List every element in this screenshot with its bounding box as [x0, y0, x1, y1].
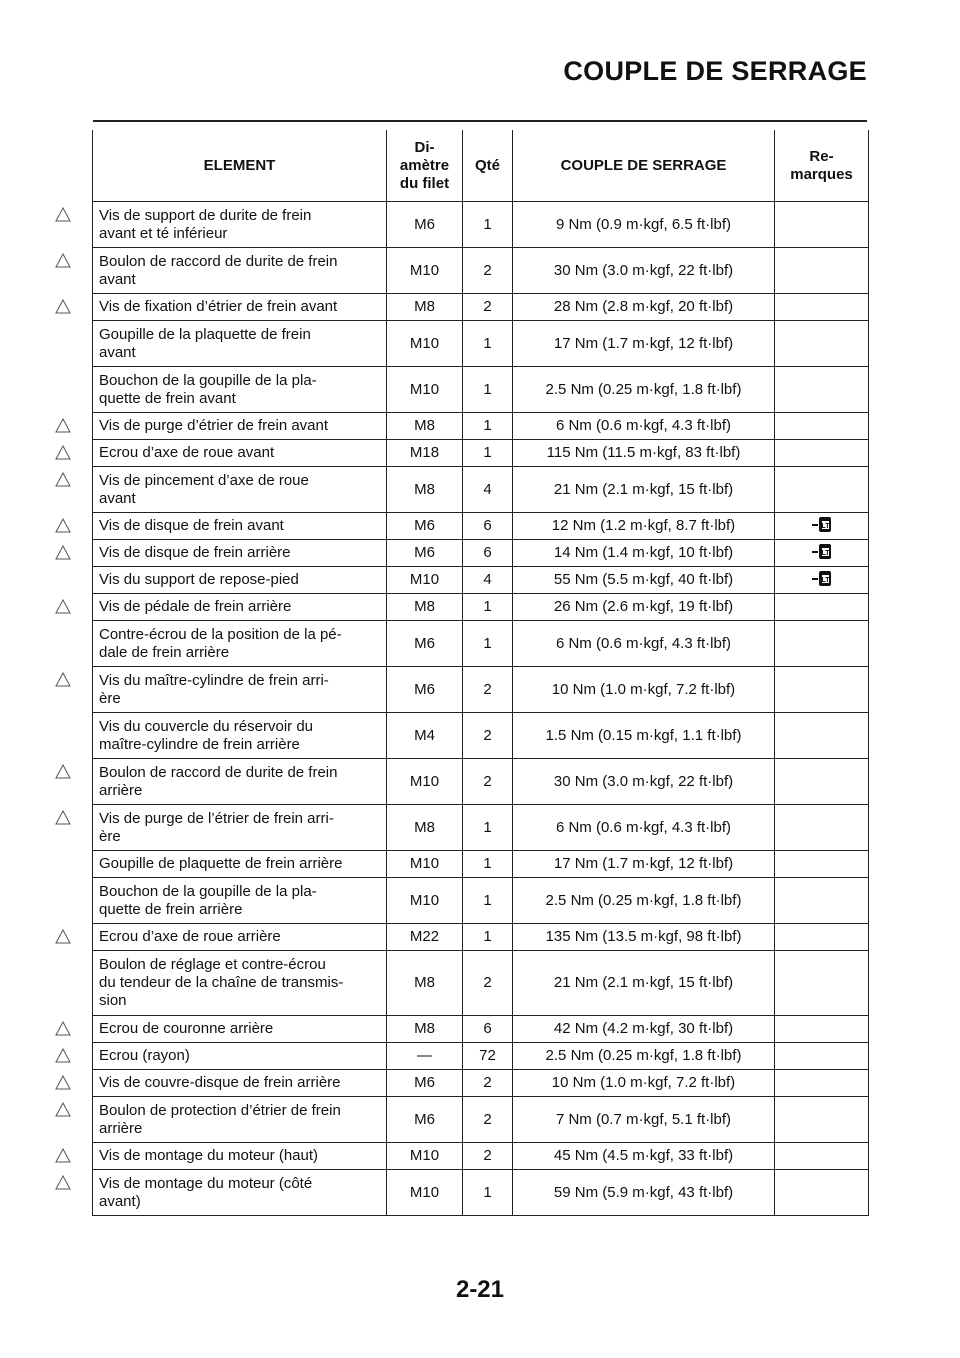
header-diameter-line: Di- — [414, 138, 435, 156]
table-row — [93, 713, 869, 759]
cell-remarks — [775, 294, 869, 321]
table-row — [93, 321, 869, 367]
cell-element — [93, 759, 387, 805]
cell-qty: 2 — [463, 1097, 513, 1143]
element-text-line: Vis du maître-cylindre de frein arri- — [99, 671, 329, 689]
cell-torque: 30 Nm (3.0 m·kgf, 22 ft·lbf) — [513, 248, 775, 294]
header-remarks — [775, 130, 869, 202]
element-text-line: Vis de disque de frein arrière — [99, 544, 291, 561]
locking-agent-icon — [811, 568, 833, 593]
cell-remarks — [775, 367, 869, 413]
cell-torque: 2.5 Nm (0.25 m·kgf, 1.8 ft·lbf) — [513, 878, 775, 924]
cell-element — [93, 1016, 387, 1043]
table-row — [93, 248, 869, 294]
cell-element — [93, 567, 387, 594]
cell-diameter: M8 — [387, 951, 463, 1016]
cell-torque: 26 Nm (2.6 m·kgf, 19 ft·lbf) — [513, 594, 775, 621]
cell-torque: 1.5 Nm (0.15 m·kgf, 1.1 ft·lbf) — [513, 713, 775, 759]
element-text-line: maître-cylindre de frein arrière — [99, 735, 300, 753]
table-row — [93, 1016, 869, 1043]
cell-remarks — [775, 1170, 869, 1216]
cell-qty: 1 — [463, 413, 513, 440]
cell-element — [93, 367, 387, 413]
cell-diameter: M8 — [387, 805, 463, 851]
cell-remarks — [775, 878, 869, 924]
element-text-line: Bouchon de la goupille de la pla- — [99, 882, 317, 900]
table-header-row — [93, 130, 869, 202]
element-text-line: dale de frein arrière — [99, 643, 230, 661]
cell-torque: 17 Nm (1.7 m·kgf, 12 ft·lbf) — [513, 851, 775, 878]
cell-qty: 4 — [463, 567, 513, 594]
cell-torque: 17 Nm (1.7 m·kgf, 12 ft·lbf) — [513, 321, 775, 367]
element-text-line: Vis de purge d’étrier de frein avant — [99, 417, 329, 434]
element-text-line: avant) — [99, 1192, 141, 1210]
cell-torque: 14 Nm (1.4 m·kgf, 10 ft·lbf) — [513, 540, 775, 567]
element-text-line: Contre-écrou de la position de la pé- — [99, 625, 342, 643]
element-text-line: Vis de fixation d’étrier de frein avant — [99, 298, 338, 315]
cell-torque: 30 Nm (3.0 m·kgf, 22 ft·lbf) — [513, 759, 775, 805]
svg-text:LT: LT — [820, 522, 830, 530]
table-row — [93, 1143, 869, 1170]
element-text-line: Ecrou (rayon) — [99, 1047, 190, 1064]
cell-qty: 4 — [463, 467, 513, 513]
table-row — [93, 924, 869, 951]
element-text-line: Ecrou de couronne arrière — [99, 1020, 274, 1037]
table-row — [93, 202, 869, 248]
cell-diameter: M8 — [387, 467, 463, 513]
cell-qty: 2 — [463, 1143, 513, 1170]
element-text-line: sion — [99, 992, 127, 1009]
element-text-line: Vis du support de repose-pied — [99, 571, 299, 588]
table-row — [93, 413, 869, 440]
cell-torque: 2.5 Nm (0.25 m·kgf, 1.8 ft·lbf) — [513, 367, 775, 413]
cell-diameter: M6 — [387, 540, 463, 567]
cell-diameter: M18 — [387, 440, 463, 467]
cell-remarks — [775, 467, 869, 513]
table-row — [93, 805, 869, 851]
cell-diameter: M10 — [387, 248, 463, 294]
cell-torque: 21 Nm (2.1 m·kgf, 15 ft·lbf) — [513, 951, 775, 1016]
locking-agent-icon — [811, 541, 833, 566]
cell-diameter: — — [387, 1043, 463, 1070]
cell-qty: 1 — [463, 202, 513, 248]
cell-diameter: M6 — [387, 513, 463, 540]
svg-text:LT: LT — [820, 576, 830, 584]
element-text-line: Vis de purge de l’étrier de frein arri- — [99, 809, 334, 827]
locking-agent-icon — [811, 514, 833, 539]
table-row — [93, 294, 869, 321]
element-text-line: Vis de pincement d’axe de roue — [99, 471, 309, 489]
cell-element — [93, 924, 387, 951]
element-text-line: Boulon de protection d’étrier de frein — [99, 1101, 341, 1119]
header-diameter-line: amètre — [399, 156, 450, 174]
cell-torque: 28 Nm (2.8 m·kgf, 20 ft·lbf) — [513, 294, 775, 321]
cell-remarks — [775, 851, 869, 878]
cell-qty: 2 — [463, 294, 513, 321]
cell-element — [93, 805, 387, 851]
table-row — [93, 759, 869, 805]
cell-qty: 6 — [463, 1016, 513, 1043]
element-text-line: Vis du couvercle du réservoir du — [99, 717, 313, 735]
table-row — [93, 951, 869, 1016]
cell-qty: 2 — [463, 248, 513, 294]
element-text-line: Vis de couvre-disque de frein arrière — [99, 1074, 341, 1091]
header-qty: Qté — [463, 130, 513, 202]
cell-diameter: M22 — [387, 924, 463, 951]
cell-diameter: M10 — [387, 759, 463, 805]
cell-element — [93, 667, 387, 713]
element-text-line: Boulon de réglage et contre-écrou — [99, 956, 326, 973]
cell-diameter: M10 — [387, 878, 463, 924]
cell-remarks — [775, 713, 869, 759]
cell-remarks — [775, 594, 869, 621]
cell-torque: 6 Nm (0.6 m·kgf, 4.3 ft·lbf) — [513, 805, 775, 851]
table-row — [93, 667, 869, 713]
cell-torque: 55 Nm (5.5 m·kgf, 40 ft·lbf) — [513, 567, 775, 594]
table-row — [93, 367, 869, 413]
header-element: ELEMENT — [93, 130, 387, 202]
cell-diameter: M6 — [387, 1070, 463, 1097]
element-text-line: Vis de disque de frein avant — [99, 517, 284, 534]
cell-torque: 21 Nm (2.1 m·kgf, 15 ft·lbf) — [513, 467, 775, 513]
cell-element — [93, 1043, 387, 1070]
element-text-line: Vis de montage du moteur (haut) — [99, 1147, 319, 1164]
cell-torque: 7 Nm (0.7 m·kgf, 5.1 ft·lbf) — [513, 1097, 775, 1143]
cell-remarks — [775, 513, 869, 540]
cell-remarks — [775, 1043, 869, 1070]
cell-torque: 10 Nm (1.0 m·kgf, 7.2 ft·lbf) — [513, 1070, 775, 1097]
cell-element — [93, 878, 387, 924]
element-text-line: Goupille de plaquette de frein arrière — [99, 855, 343, 872]
cell-diameter: M10 — [387, 367, 463, 413]
cell-element — [93, 951, 387, 1016]
cell-element — [93, 202, 387, 248]
cell-diameter: M10 — [387, 851, 463, 878]
cell-qty: 6 — [463, 540, 513, 567]
page-number: 2-21 — [455, 1276, 505, 1303]
element-text-line: arrière — [99, 781, 143, 799]
element-text-line: Goupille de la plaquette de frein — [99, 325, 311, 343]
cell-remarks — [775, 1016, 869, 1043]
cell-torque: 10 Nm (1.0 m·kgf, 7.2 ft·lbf) — [513, 667, 775, 713]
cell-remarks — [775, 202, 869, 248]
cell-remarks — [775, 540, 869, 567]
cell-element — [93, 594, 387, 621]
cell-qty: 2 — [463, 759, 513, 805]
element-text-line: ère — [99, 689, 121, 707]
table-row — [93, 1043, 869, 1070]
cell-qty: 2 — [463, 1070, 513, 1097]
table-row — [93, 540, 869, 567]
cell-diameter: M6 — [387, 1097, 463, 1143]
element-text-line: avant — [99, 489, 136, 507]
cell-diameter: M10 — [387, 1170, 463, 1216]
cell-qty: 72 — [463, 1043, 513, 1070]
cell-diameter: M8 — [387, 294, 463, 321]
cell-element — [93, 540, 387, 567]
cell-remarks — [775, 1143, 869, 1170]
cell-diameter: M10 — [387, 321, 463, 367]
torque-table — [92, 130, 869, 1216]
header-remarks-line: marques — [790, 165, 853, 183]
cell-remarks — [775, 1097, 869, 1143]
cell-torque: 59 Nm (5.9 m·kgf, 43 ft·lbf) — [513, 1170, 775, 1216]
cell-diameter: M8 — [387, 413, 463, 440]
title-rule — [93, 120, 867, 122]
element-text-line: Vis de montage du moteur (côté — [99, 1174, 313, 1192]
cell-remarks — [775, 1070, 869, 1097]
cell-element — [93, 413, 387, 440]
cell-torque: 115 Nm (11.5 m·kgf, 83 ft·lbf) — [513, 440, 775, 467]
element-text-line: Boulon de raccord de durite de frein — [99, 763, 338, 781]
element-text-line: ère — [99, 827, 121, 845]
cell-qty: 1 — [463, 851, 513, 878]
cell-qty: 2 — [463, 667, 513, 713]
table-row — [93, 594, 869, 621]
cell-element — [93, 621, 387, 667]
element-text-line: du tendeur de la chaîne de transmis- — [99, 974, 344, 991]
cell-torque: 135 Nm (13.5 m·kgf, 98 ft·lbf) — [513, 924, 775, 951]
cell-qty: 1 — [463, 878, 513, 924]
cell-remarks — [775, 413, 869, 440]
svg-text:LT: LT — [820, 549, 830, 557]
cell-diameter: M6 — [387, 202, 463, 248]
cell-remarks — [775, 759, 869, 805]
header-diameter-line: du filet — [399, 174, 450, 192]
cell-qty: 6 — [463, 513, 513, 540]
element-text-line: Boulon de raccord de durite de frein — [99, 252, 338, 270]
cell-diameter: M6 — [387, 621, 463, 667]
cell-element — [93, 1170, 387, 1216]
element-text-line: Ecrou d’axe de roue arrière — [99, 928, 281, 945]
element-text-line: avant — [99, 343, 136, 361]
cell-element — [93, 1097, 387, 1143]
cell-torque: 9 Nm (0.9 m·kgf, 6.5 ft·lbf) — [513, 202, 775, 248]
page-title: COUPLE DE SERRAGE — [563, 56, 867, 86]
table-row — [93, 1170, 869, 1216]
cell-element — [93, 513, 387, 540]
cell-element — [93, 713, 387, 759]
table-row — [93, 621, 869, 667]
cell-element — [93, 248, 387, 294]
cell-diameter: M6 — [387, 667, 463, 713]
cell-qty: 1 — [463, 367, 513, 413]
table-row — [93, 1070, 869, 1097]
cell-remarks — [775, 440, 869, 467]
cell-element — [93, 1070, 387, 1097]
cell-diameter: M10 — [387, 567, 463, 594]
element-text-line: quette de frein avant — [99, 389, 236, 407]
element-text-line: quette de frein arrière — [99, 900, 243, 918]
cell-remarks — [775, 924, 869, 951]
cell-remarks — [775, 667, 869, 713]
cell-torque: 6 Nm (0.6 m·kgf, 4.3 ft·lbf) — [513, 621, 775, 667]
cell-remarks — [775, 951, 869, 1016]
cell-qty: 1 — [463, 621, 513, 667]
cell-torque: 42 Nm (4.2 m·kgf, 30 ft·lbf) — [513, 1016, 775, 1043]
cell-torque: 12 Nm (1.2 m·kgf, 8.7 ft·lbf) — [513, 513, 775, 540]
cell-diameter: M4 — [387, 713, 463, 759]
header-torque: COUPLE DE SERRAGE — [513, 130, 775, 202]
cell-element — [93, 321, 387, 367]
cell-element — [93, 1143, 387, 1170]
cell-qty: 1 — [463, 1170, 513, 1216]
element-text-line: avant — [99, 270, 136, 288]
cell-torque: 2.5 Nm (0.25 m·kgf, 1.8 ft·lbf) — [513, 1043, 775, 1070]
cell-remarks — [775, 621, 869, 667]
element-text-line: avant et té inférieur — [99, 224, 228, 242]
element-text-line: Bouchon de la goupille de la pla- — [99, 371, 317, 389]
cell-qty: 1 — [463, 924, 513, 951]
table-row — [93, 440, 869, 467]
cell-qty: 1 — [463, 440, 513, 467]
cell-torque: 6 Nm (0.6 m·kgf, 4.3 ft·lbf) — [513, 413, 775, 440]
element-text-line: Vis de support de durite de frein — [99, 206, 312, 224]
cell-qty: 2 — [463, 713, 513, 759]
cell-diameter: M8 — [387, 594, 463, 621]
element-text-line: arrière — [99, 1119, 143, 1137]
cell-remarks — [775, 248, 869, 294]
cell-element — [93, 851, 387, 878]
table-row — [93, 1097, 869, 1143]
element-text-line: Ecrou d’axe de roue avant — [99, 444, 275, 461]
cell-diameter: M8 — [387, 1016, 463, 1043]
element-text-line: Vis de pédale de frein arrière — [99, 598, 292, 615]
header-remarks-line: Re- — [809, 147, 834, 165]
header-diameter — [387, 130, 463, 202]
cell-qty: 1 — [463, 805, 513, 851]
cell-remarks — [775, 321, 869, 367]
table-row — [93, 567, 869, 594]
cell-element — [93, 467, 387, 513]
table-row — [93, 513, 869, 540]
cell-qty: 1 — [463, 321, 513, 367]
cell-torque: 45 Nm (4.5 m·kgf, 33 ft·lbf) — [513, 1143, 775, 1170]
table-row — [93, 851, 869, 878]
cell-qty: 1 — [463, 594, 513, 621]
cell-remarks — [775, 805, 869, 851]
cell-qty: 2 — [463, 951, 513, 1016]
cell-element — [93, 294, 387, 321]
table-row — [93, 878, 869, 924]
table-row — [93, 467, 869, 513]
cell-diameter: M10 — [387, 1143, 463, 1170]
cell-element — [93, 440, 387, 467]
cell-remarks — [775, 567, 869, 594]
